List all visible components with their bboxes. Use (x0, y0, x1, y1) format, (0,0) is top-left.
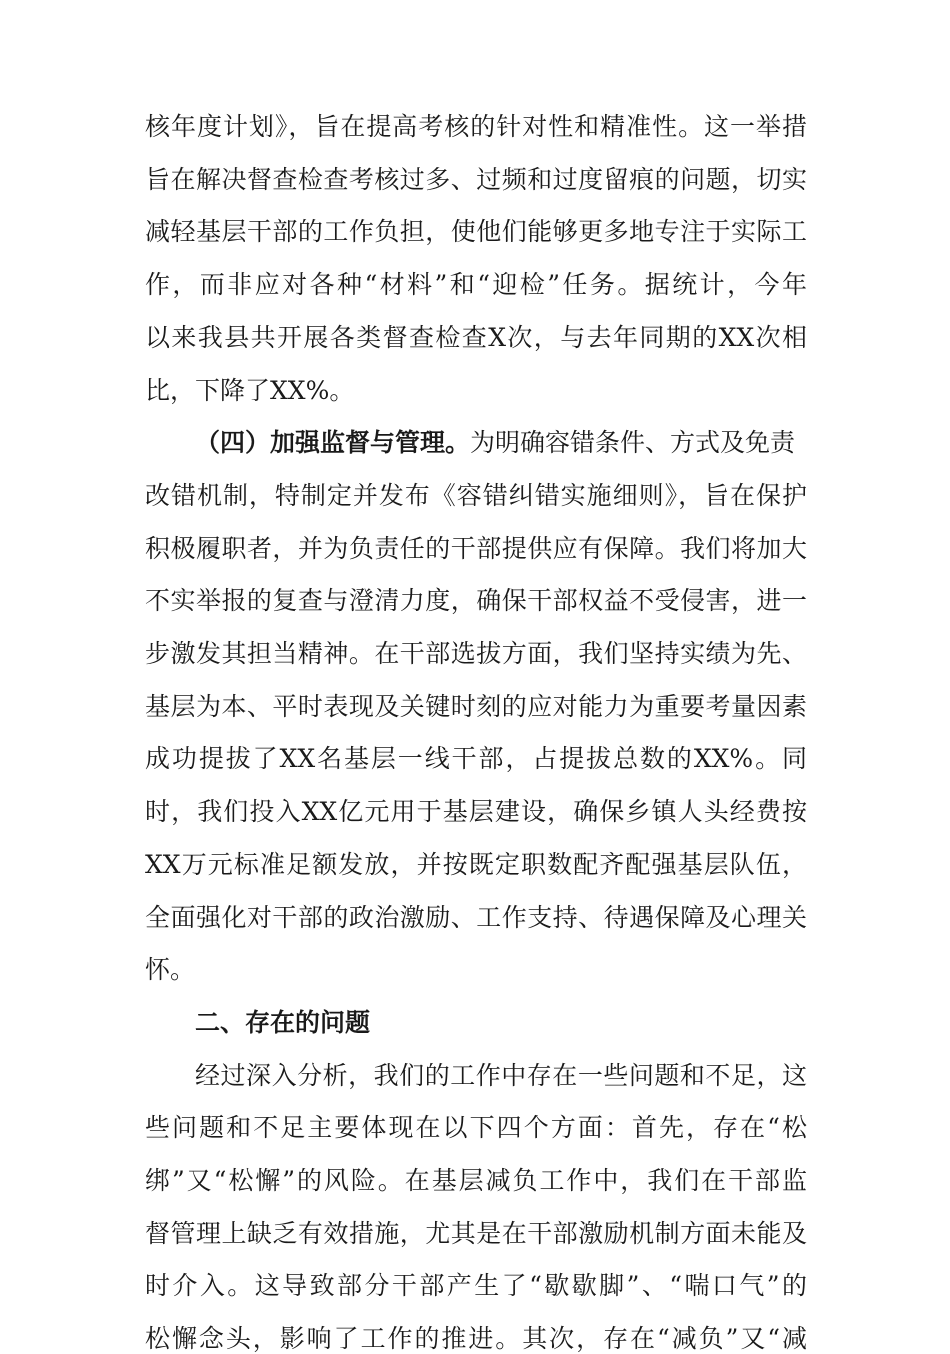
paragraph-line: 作，而非应对各种“材料”和“迎检”任务。据统计，今年 (145, 270, 807, 299)
subsection-lead: （四）加强监督与管理。 (195, 428, 471, 457)
paragraph-line: 改错机制，特制定并发布《容错纠错实施细则》，旨在保护 (145, 481, 807, 510)
paragraph-line: 比，下降了XX%。 (145, 376, 355, 405)
paragraph-line: 基层为本、平时表现及关键时刻的应对能力为重要考量因素 (145, 692, 807, 721)
paragraph-line: 步激发其担当精神。在干部选拔方面，我们坚持实绩为先、 (145, 639, 807, 668)
paragraph-line: 时，我们投入XX亿元用于基层建设，确保乡镇人头经费按 (145, 797, 807, 826)
paragraph-line: 成功提拔了XX名基层一线干部，占提拔总数的XX%。同 (145, 744, 807, 773)
paragraph-line: 减轻基层干部的工作负担，使他们能够更多地专注于实际工 (145, 217, 807, 246)
paragraph-line: 旨在解决督查检查考核过多、过频和过度留痕的问题，切实 (145, 165, 807, 194)
paragraph-line: 不实举报的复查与澄清力度，确保干部权益不受侵害，进一 (145, 586, 807, 615)
paragraph-line: 核年度计划》，旨在提高考核的针对性和精准性。这一举措 (145, 112, 807, 141)
section-heading: 二、存在的问题 (195, 1008, 371, 1037)
paragraph-line: 积极履职者，并为负责任的干部提供应有保障。我们将加大 (145, 534, 807, 563)
paragraph-line: 松懈念头，影响了工作的推进。其次，存在“减负”又“减 (145, 1324, 807, 1353)
paragraph-line: 时介入。这导致部分干部产生了“歇歇脚”、“喘口气”的 (145, 1271, 807, 1300)
paragraph-line: 绑”又“松懈”的风险。在基层减负工作中，我们在干部监 (145, 1166, 807, 1195)
paragraph-line: 怀。 (145, 955, 196, 984)
paragraph-text: 为明确容错条件、方式及免责 (470, 428, 796, 457)
paragraph-line: 全面强化对干部的政治激励、工作支持、待遇保障及心理关 (145, 903, 807, 932)
paragraph-line: 以来我县共开展各类督查检查X次，与去年同期的XX次相 (145, 323, 807, 352)
paragraph-line: 经过深入分析，我们的工作中存在一些问题和不足，这 (195, 1061, 807, 1090)
paragraph-line: XX万元标准足额发放，并按既定职数配齐配强基层队伍， (145, 850, 807, 879)
paragraph-line (195, 428, 795, 458)
paragraph-line: 督管理上缺乏有效措施，尤其是在干部激励机制方面未能及 (145, 1219, 807, 1248)
paragraph-line: 些问题和不足主要体现在以下四个方面：首先，存在“松 (145, 1113, 807, 1142)
